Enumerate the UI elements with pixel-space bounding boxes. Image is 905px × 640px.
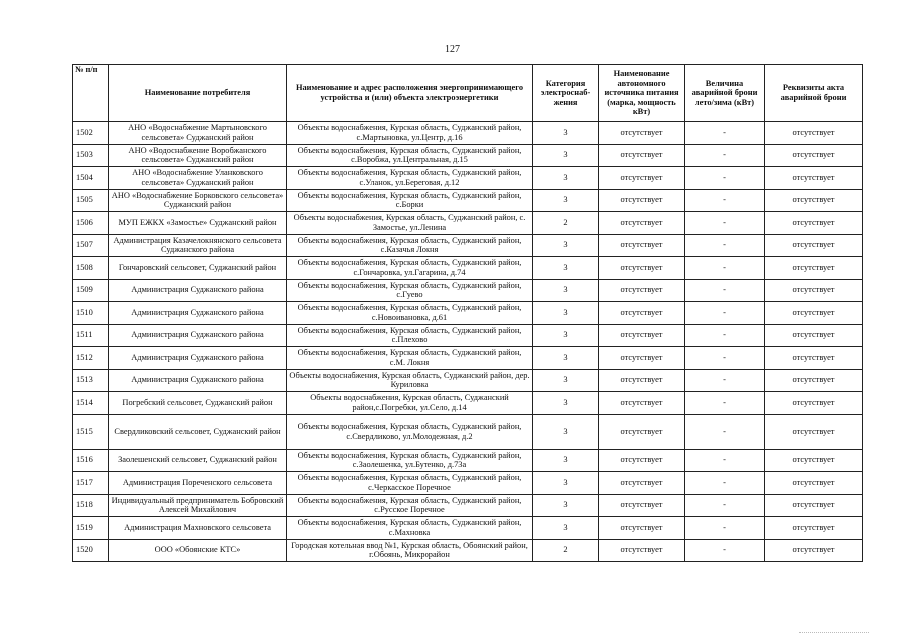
cell-consumer: АНО «Водоснабжение Воробжанского сельсовета» Суджанский район (109, 144, 287, 167)
cell-address: Объекты водоснабжения, Курская область, Суджанский район, с.Борки (287, 189, 533, 212)
cell-reserve-value: - (685, 167, 765, 190)
cell-reserve-value: - (685, 257, 765, 280)
cell-backup-source: отсутствует (599, 144, 685, 167)
page-number: 127 (445, 44, 460, 55)
cell-consumer: МУП ЕЖКХ «Замостье» Суджанский район (109, 212, 287, 235)
header-category: Категория электроснаб-жения (533, 65, 599, 122)
cell-backup-source: отсутствует (599, 324, 685, 347)
cell-address: Объекты водоснабжения, Курская область, Суджанский район, с.Плехово (287, 324, 533, 347)
reserve-table (72, 64, 863, 562)
table-row (73, 144, 863, 167)
cell-num: 1508 (73, 257, 109, 280)
cell-address: Объекты водоснабжения, Курская область, Суджанский район, с.Свердликово, ул.Молодежная, д.2 (287, 414, 533, 449)
cell-act-details: отсутствует (765, 144, 863, 167)
table-row (73, 302, 863, 325)
cell-backup-source: отсутствует (599, 449, 685, 472)
cell-consumer: АНО «Водоснабжение Борковского сельсовета» Суджанский район (109, 189, 287, 212)
cell-act-details: отсутствует (765, 347, 863, 370)
cell-num: 1503 (73, 144, 109, 167)
cell-category: 2 (533, 539, 599, 562)
header-backup-source: Наименование автономного источника питания (марка, мощность кВт) (599, 65, 685, 122)
cell-consumer: Погребский сельсовет, Суджанский район (109, 392, 287, 415)
cell-num: 1512 (73, 347, 109, 370)
cell-consumer: Индивидуальный предприниматель Бобровский Алексей Михайлович (109, 494, 287, 517)
cell-category: 3 (533, 347, 599, 370)
cell-consumer: ООО «Обоянские КТС» (109, 539, 287, 562)
table-row (73, 517, 863, 540)
cell-consumer: Администрация Махновского сельсовета (109, 517, 287, 540)
cell-backup-source: отсутствует (599, 122, 685, 145)
cell-consumer: Администрация Суджанского района (109, 324, 287, 347)
cell-address: Объекты водоснабжения, Курская область, Суджанский район, с. Замостье, ул.Ленина (287, 212, 533, 235)
cell-category: 3 (533, 392, 599, 415)
cell-address: Объекты водоснабжения, Курская область, Суджанский район, с.Заолешенка, ул.Бутенко, д.73а (287, 449, 533, 472)
table-row (73, 472, 863, 495)
header-consumer: Наименование потребителя (109, 65, 287, 122)
cell-reserve-value: - (685, 347, 765, 370)
table-row (73, 449, 863, 472)
cell-reserve-value: - (685, 392, 765, 415)
table-row (73, 257, 863, 280)
cell-num: 1518 (73, 494, 109, 517)
cell-num: 1506 (73, 212, 109, 235)
cell-num: 1505 (73, 189, 109, 212)
cell-address: Объекты водоснабжения, Курская область, Суджанский район, с.Черкасское Поречное (287, 472, 533, 495)
cell-reserve-value: - (685, 324, 765, 347)
cell-category: 3 (533, 189, 599, 212)
cell-act-details: отсутствует (765, 234, 863, 257)
cell-consumer: Администрация Пореченского сельсовета (109, 472, 287, 495)
table-row (73, 324, 863, 347)
cell-reserve-value: - (685, 189, 765, 212)
cell-address: Объекты водоснабжения, Курская область, Суджанский район, с.Гончаровка, ул.Гагарина, д.74 (287, 257, 533, 280)
table-row (73, 347, 863, 370)
cell-backup-source: отсутствует (599, 369, 685, 392)
cell-backup-source: отсутствует (599, 167, 685, 190)
cell-address: Объекты водоснабжения, Курская область, Суджанский район, с.Махновка (287, 517, 533, 540)
header-reserve-value: Величина аварийной брони лето/зима (кВт) (685, 65, 765, 122)
cell-category: 3 (533, 167, 599, 190)
cell-num: 1504 (73, 167, 109, 190)
cell-category: 3 (533, 449, 599, 472)
cell-num: 1514 (73, 392, 109, 415)
cell-reserve-value: - (685, 234, 765, 257)
cell-reserve-value: - (685, 517, 765, 540)
cell-address: Объекты водоснабжения, Курская область, Суджанский район, с.Мартыновка, ул.Центр, д.16 (287, 122, 533, 145)
cell-act-details: отсутствует (765, 257, 863, 280)
cell-num: 1510 (73, 302, 109, 325)
cell-backup-source: отсутствует (599, 347, 685, 370)
table-row (73, 539, 863, 562)
table-body (73, 122, 863, 562)
cell-act-details: отсутствует (765, 449, 863, 472)
cell-num: 1509 (73, 279, 109, 302)
cell-backup-source: отсутствует (599, 472, 685, 495)
cell-num: 1517 (73, 472, 109, 495)
cell-backup-source: отсутствует (599, 302, 685, 325)
cell-act-details: отсутствует (765, 189, 863, 212)
cell-category: 3 (533, 122, 599, 145)
cell-category: 3 (533, 494, 599, 517)
cell-reserve-value: - (685, 494, 765, 517)
table-row (73, 414, 863, 449)
header-num: № п/п (73, 65, 109, 122)
cell-act-details: отсутствует (765, 392, 863, 415)
cell-backup-source: отсутствует (599, 234, 685, 257)
cell-num: 1516 (73, 449, 109, 472)
cell-reserve-value: - (685, 122, 765, 145)
cell-consumer: Заолешенский сельсовет, Суджанский район (109, 449, 287, 472)
cell-address: Объекты водоснабжения, Курская область, Суджанский район,с.Погребки, ул.Село, д.14 (287, 392, 533, 415)
cell-consumer: Гончаровский сельсовет, Суджанский район (109, 257, 287, 280)
cell-act-details: отсутствует (765, 279, 863, 302)
cell-category: 3 (533, 279, 599, 302)
cell-act-details: отсутствует (765, 517, 863, 540)
table-row (73, 212, 863, 235)
cell-category: 3 (533, 414, 599, 449)
cell-reserve-value: - (685, 212, 765, 235)
cell-address: Объекты водоснабжения, Курская область, Суджанский район, с.Русское Поречное (287, 494, 533, 517)
cell-reserve-value: - (685, 144, 765, 167)
cell-backup-source: отсутствует (599, 257, 685, 280)
cell-act-details: отсутствует (765, 369, 863, 392)
cell-category: 3 (533, 144, 599, 167)
cell-category: 3 (533, 324, 599, 347)
cell-address: Объекты водоснабжения, Курская область, Суджанский район, с.Уланок, ул.Береговая, д.12 (287, 167, 533, 190)
table-row (73, 189, 863, 212)
cell-consumer: Администрация Суджанского района (109, 369, 287, 392)
cell-category: 3 (533, 517, 599, 540)
cell-address: Городская котельная ввод №1, Курская область, Обоянский район, г.Обоянь, Микрорайон (287, 539, 533, 562)
cell-num: 1507 (73, 234, 109, 257)
cell-reserve-value: - (685, 279, 765, 302)
cell-act-details: отсутствует (765, 167, 863, 190)
cell-category: 2 (533, 212, 599, 235)
table-row (73, 392, 863, 415)
header-act-details: Реквизиты акта аварийной брони (765, 65, 863, 122)
cell-reserve-value: - (685, 369, 765, 392)
cell-category: 3 (533, 302, 599, 325)
cell-consumer: Администрация Суджанского района (109, 279, 287, 302)
scan-artifact (799, 632, 869, 636)
cell-category: 3 (533, 234, 599, 257)
cell-backup-source: отсутствует (599, 189, 685, 212)
cell-backup-source: отсутствует (599, 279, 685, 302)
table-row (73, 279, 863, 302)
cell-act-details: отсутствует (765, 539, 863, 562)
header-address: Наименование и адрес расположения энергопринимающего устройства и (или) объекта электроэнергетики (287, 65, 533, 122)
cell-act-details: отсутствует (765, 324, 863, 347)
cell-consumer: АНО «Водоснабжение Мартыновского сельсовета» Суджанский район (109, 122, 287, 145)
cell-act-details: отсутствует (765, 302, 863, 325)
cell-backup-source: отсутствует (599, 392, 685, 415)
cell-address: Объекты водоснабжения, Курская область, Суджанский район, дер. Куриловка (287, 369, 533, 392)
cell-num: 1515 (73, 414, 109, 449)
cell-address: Объекты водоснабжения, Курская область, Суджанский район, с.Воробжа, ул.Центральная, д.15 (287, 144, 533, 167)
table-row (73, 234, 863, 257)
cell-num: 1519 (73, 517, 109, 540)
cell-reserve-value: - (685, 414, 765, 449)
cell-reserve-value: - (685, 449, 765, 472)
cell-address: Объекты водоснабжения, Курская область, Суджанский район, с.Казачья Локня (287, 234, 533, 257)
cell-consumer: АНО «Водоснабжение Уланковского сельсовета» Суджанский район (109, 167, 287, 190)
cell-category: 3 (533, 257, 599, 280)
cell-act-details: отсутствует (765, 414, 863, 449)
cell-backup-source: отсутствует (599, 414, 685, 449)
table-row (73, 369, 863, 392)
cell-category: 3 (533, 369, 599, 392)
cell-act-details: отсутствует (765, 212, 863, 235)
cell-address: Объекты водоснабжения, Курская область, Суджанский район, с.Гуево (287, 279, 533, 302)
cell-consumer: Администрация Суджанского района (109, 347, 287, 370)
cell-address: Объекты водоснабжения, Курская область, Суджанский район, с.М. Локня (287, 347, 533, 370)
cell-act-details: отсутствует (765, 494, 863, 517)
cell-backup-source: отсутствует (599, 539, 685, 562)
cell-act-details: отсутствует (765, 472, 863, 495)
cell-consumer: Свердликовский сельсовет, Суджанский район (109, 414, 287, 449)
cell-reserve-value: - (685, 302, 765, 325)
cell-num: 1513 (73, 369, 109, 392)
table-row (73, 122, 863, 145)
cell-num: 1511 (73, 324, 109, 347)
cell-consumer: Администрация Суджанского района (109, 302, 287, 325)
cell-backup-source: отсутствует (599, 494, 685, 517)
table-header-row (73, 65, 863, 122)
cell-reserve-value: - (685, 539, 765, 562)
cell-consumer: Администрация Казачелокнянского сельсовета Суджанского района (109, 234, 287, 257)
cell-act-details: отсутствует (765, 122, 863, 145)
table-row (73, 167, 863, 190)
cell-reserve-value: - (685, 472, 765, 495)
cell-backup-source: отсутствует (599, 517, 685, 540)
cell-num: 1502 (73, 122, 109, 145)
cell-num: 1520 (73, 539, 109, 562)
cell-address: Объекты водоснабжения, Курская область, Суджанский район, с.Новоивановка, д.61 (287, 302, 533, 325)
cell-backup-source: отсутствует (599, 212, 685, 235)
table-row (73, 494, 863, 517)
cell-category: 3 (533, 472, 599, 495)
